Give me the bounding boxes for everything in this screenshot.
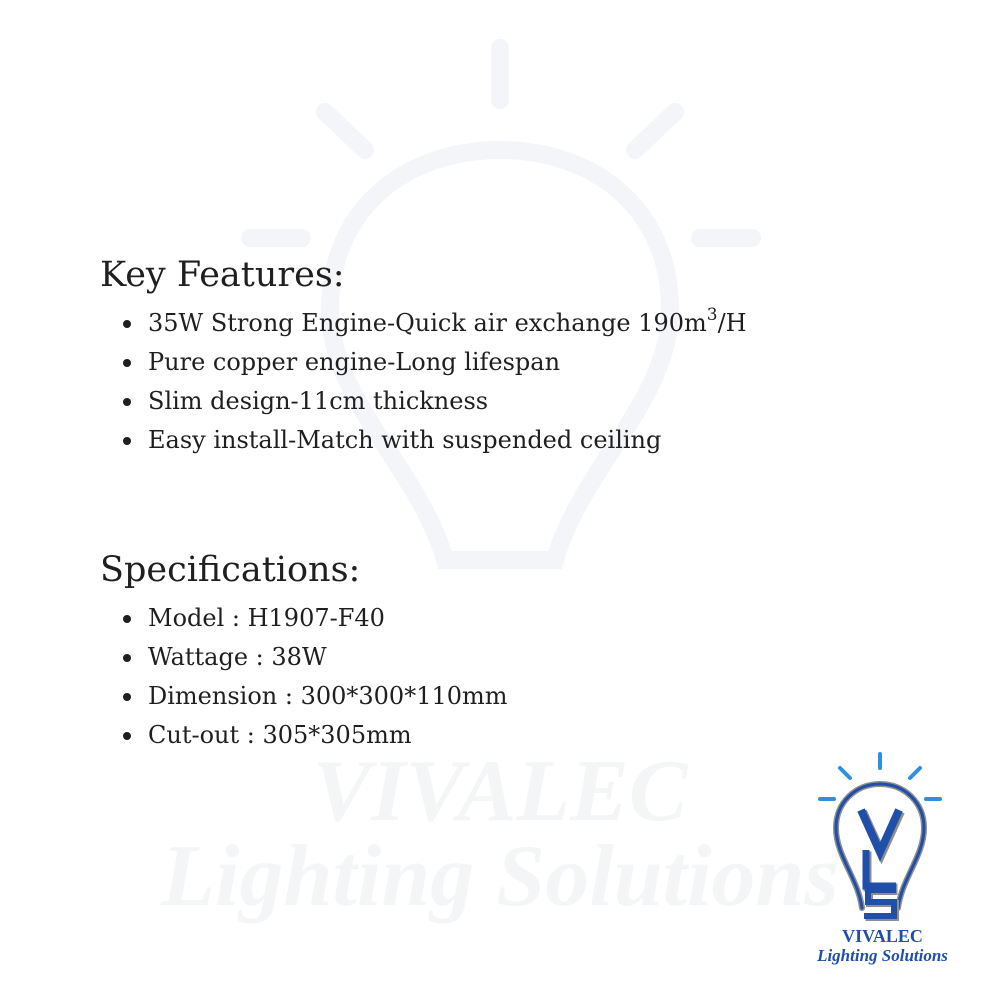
feature-text: Slim design-11cm thickness (148, 387, 489, 415)
svg-text:Lighting Solutions: Lighting Solutions (161, 828, 839, 925)
feature-text: Easy install-Match with suspended ceiling (148, 426, 662, 454)
vivalec-logo (800, 748, 965, 973)
svg-text:VIVALEC: VIVALEC (312, 743, 688, 840)
list-item (100, 343, 747, 382)
logo-tagline: Lighting Solutions (817, 946, 948, 965)
spec-text: Dimension : 300*300*110mm (148, 682, 508, 710)
list-item (100, 638, 508, 677)
superscript: 3 (706, 305, 718, 325)
bullet-icon (123, 359, 131, 367)
list-item (100, 716, 508, 755)
feature-tail: /H (717, 309, 747, 337)
bullet-icon (123, 654, 131, 662)
bullet-icon (123, 398, 131, 406)
list-item (100, 421, 747, 460)
key-features-list (100, 304, 747, 460)
bullet-icon (123, 615, 131, 623)
spec-text: Cut-out : 305*305mm (148, 721, 412, 749)
specifications-section (100, 545, 508, 755)
bullet-icon (123, 437, 131, 445)
spec-text: Model : H1907-F40 (148, 604, 385, 632)
bulb-logo-icon (800, 748, 965, 928)
feature-text: 35W Strong Engine-Quick air exchange 190m (148, 309, 707, 337)
bullet-icon (123, 320, 131, 328)
bullet-icon (123, 693, 131, 701)
specifications-list (100, 599, 508, 755)
spec-text: Wattage : 38W (148, 643, 327, 671)
list-item (100, 382, 747, 421)
feature-text: Pure copper engine-Long lifespan (148, 348, 561, 376)
list-item (100, 677, 508, 716)
watermark-text (160, 743, 838, 925)
list-item (100, 599, 508, 638)
bullet-icon (123, 732, 131, 740)
key-features-section (100, 250, 747, 460)
key-features-heading: Key Features: (100, 255, 345, 295)
logo-brand-name: VIVALEC (842, 926, 923, 946)
specifications-heading: Specifications: (100, 550, 361, 590)
list-item (100, 304, 747, 343)
